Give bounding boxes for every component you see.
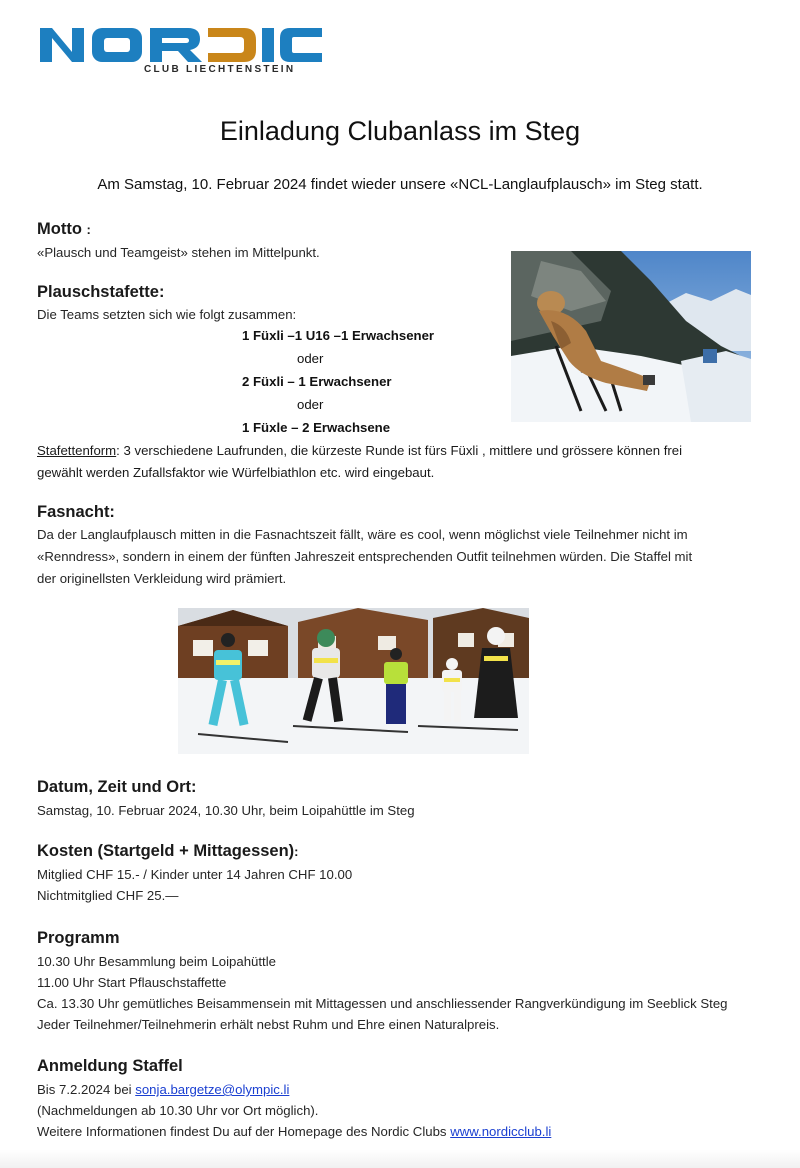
- fasnacht-text: [37, 524, 762, 590]
- fasnacht-heading: Fasnacht:: [37, 503, 115, 521]
- fasnacht-line-2: «Renndress», sondern in einem der fünften Jahreszeit entsprechenden Outfit teilnehmen würden. Die Staffel mit: [37, 549, 693, 564]
- fasnacht-line-3: der originellsten Verkleidung wird prämiert.: [37, 571, 287, 586]
- kosten-heading-label: Kosten (Startgeld + Mittagessen): [37, 842, 295, 860]
- datum-heading: Datum, Zeit und Ort:: [37, 778, 197, 796]
- anmeldung-deadline: [37, 1079, 289, 1100]
- programm-heading: Programm: [37, 929, 120, 947]
- staffette-intro: Die Teams setzten sich wie folgt zusammen:: [37, 307, 297, 322]
- kosten-line-1: Mitglied CHF 15.- / Kinder unter 14 Jahren CHF 10.00: [37, 867, 353, 882]
- anmeldung-heading: Anmeldung Staffel: [37, 1057, 183, 1075]
- anmeldung-info: [37, 1121, 551, 1142]
- kosten-heading: [37, 842, 299, 861]
- team-option-2: 2 Füxli – 1 Erwachsener: [242, 374, 392, 389]
- team-option-3: 1 Füxle – 2 Erwachsene: [242, 420, 391, 435]
- stafettenform-label: Stafettenform: [37, 443, 117, 458]
- kosten-line-2: Nichtmitglied CHF 25.—: [37, 888, 179, 903]
- page-title: Einladung Clubanlass im Steg: [219, 116, 581, 146]
- stafettenform-line-1: : 3 verschiedene Laufrunden, die kürzeste Runde ist fürs Füxli , mittlere und grössere können frei: [116, 443, 683, 458]
- team-option-1: 1 Füxli –1 U16 –1 Erwachsener: [242, 328, 435, 343]
- fasnacht-line-1: Da der Langlaufplausch mitten in die Fasnachtszeit fällt, wäre es cool, wenn möglichst viele Teilnehmer nicht im: [37, 527, 688, 542]
- datum-text: Samstag, 10. Februar 2024, 10.30 Uhr, beim Loipahüttle im Steg: [37, 803, 415, 818]
- team-option-or-1: oder: [297, 351, 324, 366]
- staffette-heading: Plauschstafette:: [37, 283, 165, 301]
- programm-line-3: Ca. 13.30 Uhr gemütliches Beisammensein mit Mittagessen und anschliessender Rangverkündigung im Seeblick Steg: [37, 996, 728, 1011]
- stafettenform-line-2: gewählt werden Zufallsfaktor wie Würfelbiathlon etc. wird eingebaut.: [37, 465, 435, 480]
- anmeldung-late-note: (Nachmeldungen ab 10.30 Uhr vor Ort möglich).: [37, 1103, 319, 1118]
- photo-costumed-skiers: [178, 608, 529, 754]
- programm-line-2: 11.00 Uhr Start Pflauschstaffette: [37, 975, 227, 990]
- nordic-club-logo: [38, 26, 323, 78]
- logo-subtitle: CLUB LIECHTENSTEIN: [144, 64, 296, 75]
- kosten-heading-colon: :: [294, 844, 299, 859]
- motto-text: «Plausch und Teamgeist» stehen im Mittelpunkt.: [37, 245, 320, 260]
- page-bottom-edge: [0, 1150, 800, 1168]
- programm-line-4: Jeder Teilnehmer/Teilnehmerin erhält nebst Ruhm und Ehre einen Naturalpreis.: [37, 1017, 500, 1032]
- programm-line-1: 10.30 Uhr Besammlung beim Loipahüttle: [37, 954, 276, 969]
- intro-text: Am Samstag, 10. Februar 2024 findet wieder unsere «NCL-Langlaufplausch» im Steg statt.: [97, 176, 703, 193]
- anmeldung-deadline-label: Bis 7.2.2024 bei: [37, 1082, 136, 1097]
- motto-heading-colon: :: [86, 222, 91, 237]
- stafettenform-text: [37, 440, 762, 484]
- website-link[interactable]: www.nordicclub.li: [450, 1124, 552, 1139]
- motto-heading-label: Motto: [37, 220, 82, 238]
- anmeldung-info-label: Weitere Informationen findest Du auf der Homepage des Nordic Clubs: [37, 1124, 451, 1139]
- team-option-or-2: oder: [297, 397, 324, 412]
- email-link[interactable]: sonja.bargetze@olympic.li: [135, 1082, 290, 1097]
- motto-heading: [37, 220, 91, 239]
- photo-relaxing-in-snow: [511, 251, 751, 422]
